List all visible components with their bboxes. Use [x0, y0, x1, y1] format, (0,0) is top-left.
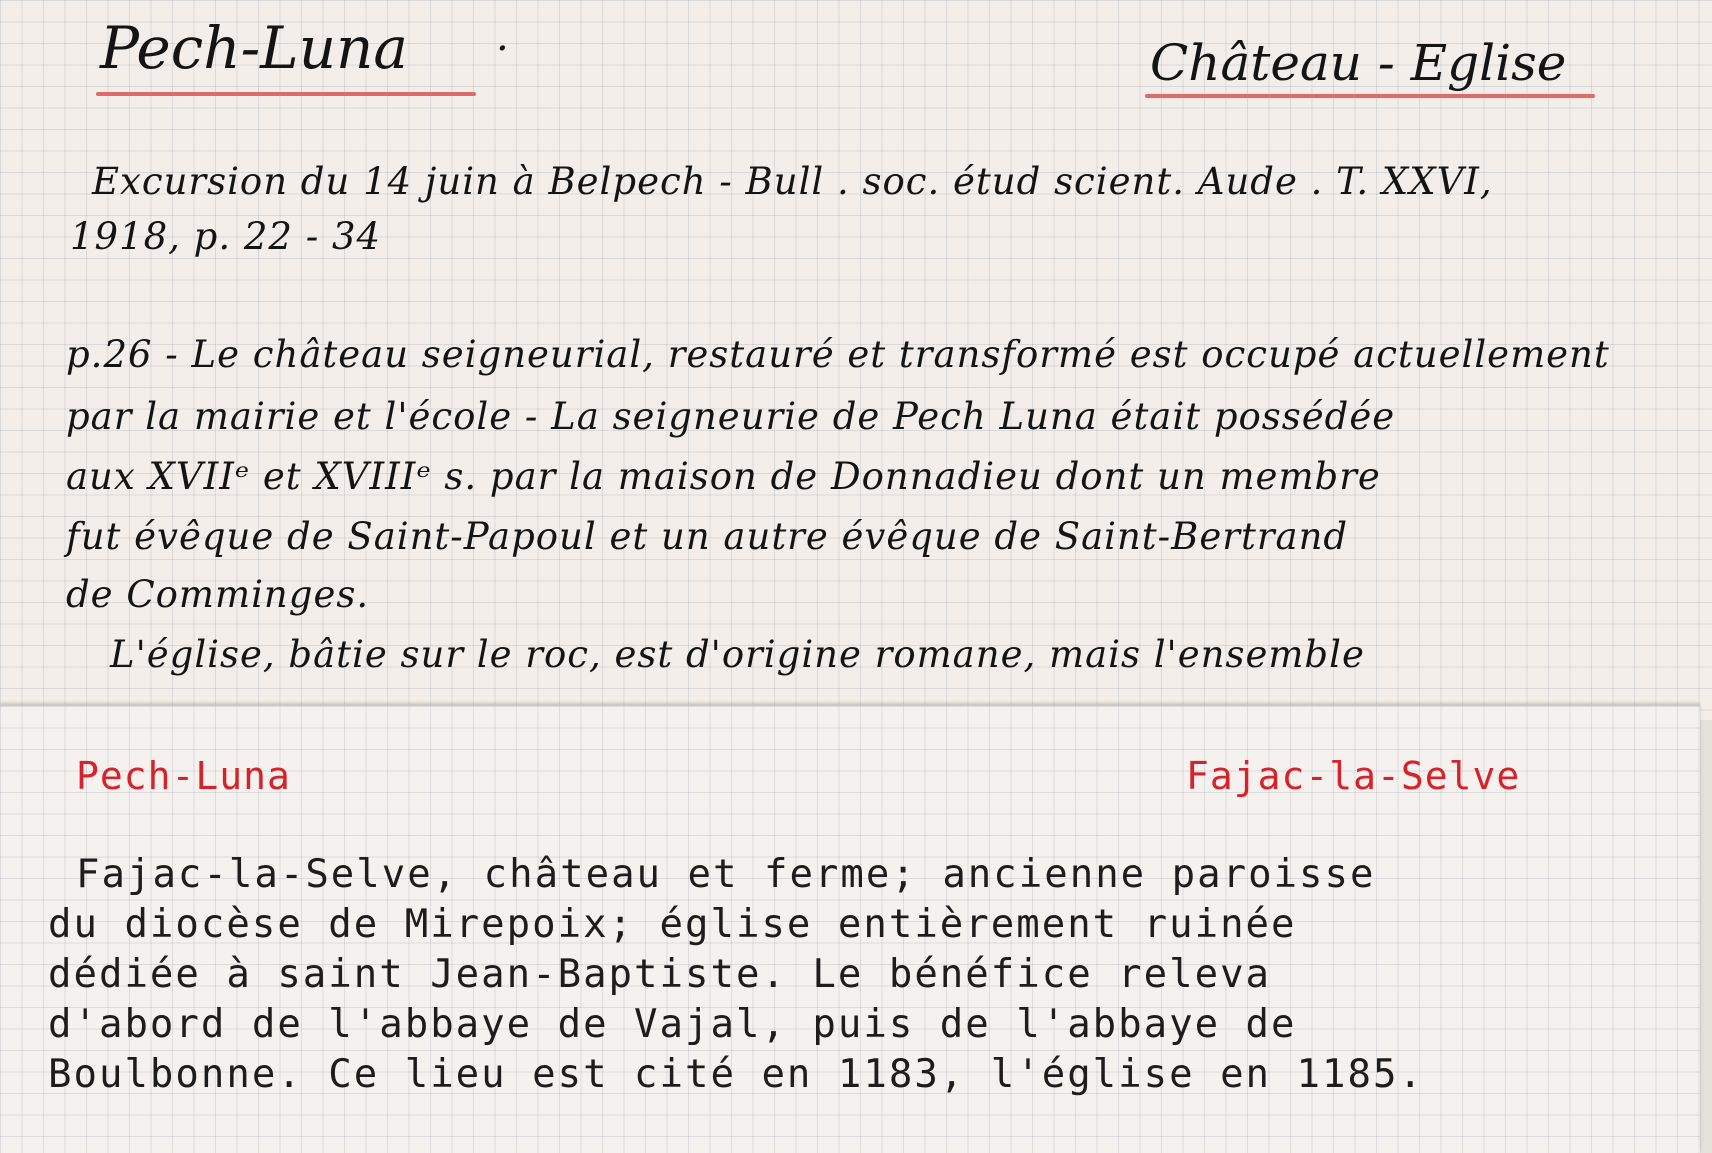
typed-body-line: Fajac-la-Selve, château et ferme; ancienne paroisse — [76, 852, 1376, 897]
paragraph-line: fut évêque de Saint-Papoul et un autre évêque de Saint-Bertrand — [66, 515, 1349, 558]
typed-body-line: Boulbonne. Ce lieu est cité en 1183, l'église en 1185. — [48, 1052, 1424, 1097]
reference-line: Excursion du 14 juin à Belpech - Bull . soc. étud scient. Aude . T. XXVI, — [92, 160, 1493, 203]
subject-underline — [1145, 94, 1595, 98]
typed-body-line: d'abord de l'abbaye de Vajal, puis de l'abbaye de — [48, 1002, 1297, 1047]
typed-heading-left: Pech-Luna — [76, 754, 291, 798]
reference-line: 1918, p. 22 - 34 — [70, 215, 382, 258]
typed-card — [0, 705, 1700, 1153]
subject-label: Château - Eglise — [1150, 34, 1567, 92]
paragraph-line: de Comminges. — [66, 573, 370, 616]
paragraph-line: aux XVIIᵉ et XVIIIᵉ s. par la maison de Donnadieu dont un membre — [66, 455, 1381, 498]
typed-heading-right: Fajac-la-Selve — [1186, 754, 1521, 798]
title-dot: . — [496, 14, 509, 60]
paragraph-line: p.26 - Le château seigneurial, restauré et transformé est occupé actuellement — [66, 333, 1610, 376]
typed-body-line: du diocèse de Mirepoix; église entièrement ruinée — [48, 902, 1297, 947]
paragraph-line: par la mairie et l'école - La seigneurie de Pech Luna était possédée — [66, 395, 1396, 438]
title-underline — [96, 92, 476, 96]
card-title: Pech-Luna — [100, 14, 408, 82]
paragraph-line: L'église, bâtie sur le roc, est d'origine romane, mais l'ensemble — [110, 633, 1365, 676]
typed-body-line: dédiée à saint Jean-Baptiste. Le bénéfice releva — [48, 952, 1272, 997]
